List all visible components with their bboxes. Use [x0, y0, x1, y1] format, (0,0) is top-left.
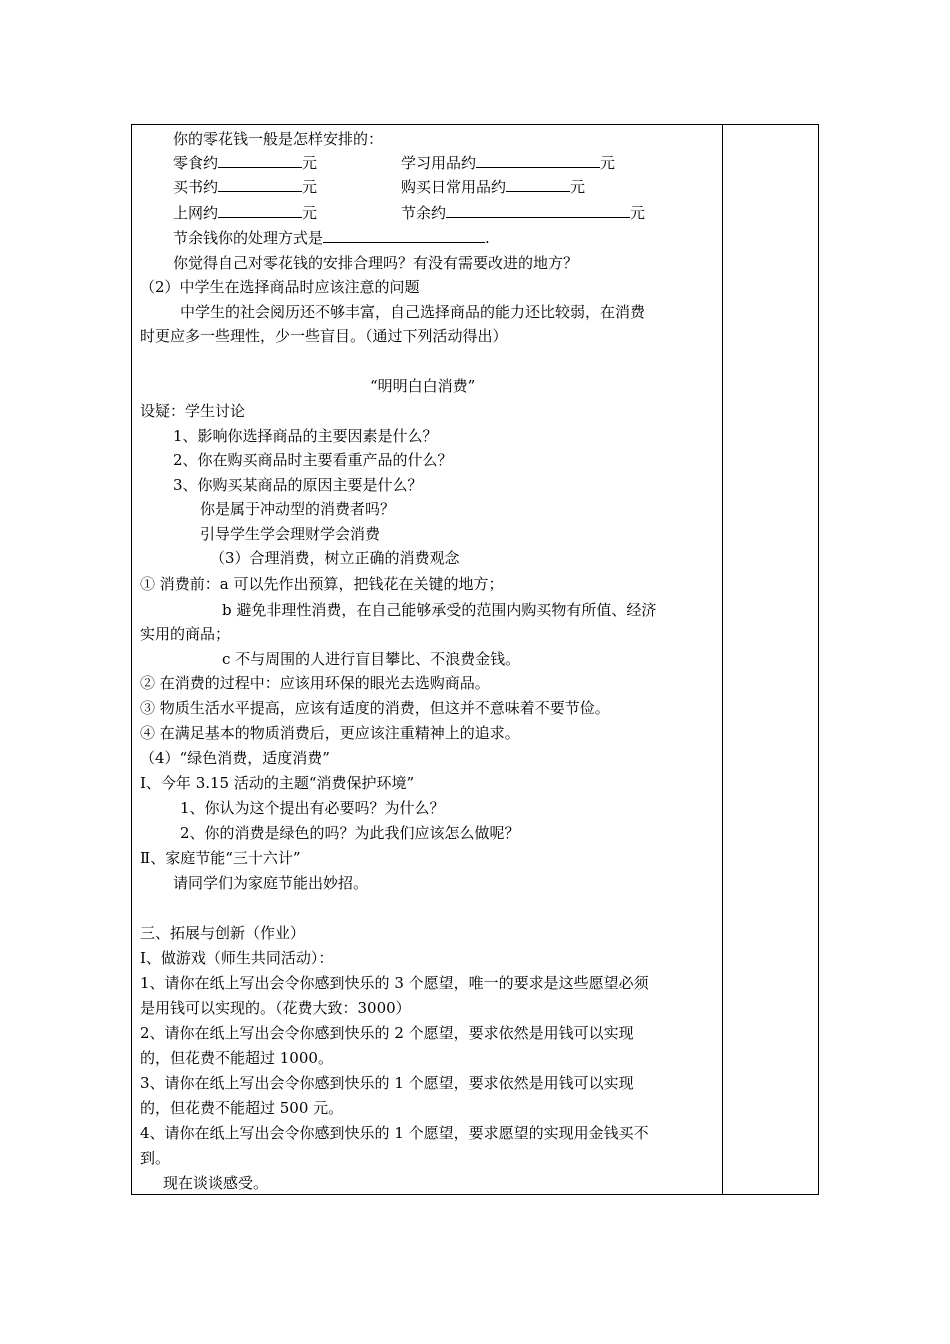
internet-line	[173, 201, 317, 225]
moderate-consumption: ③ 物质生活水平提高，应该有适度的消费，但这并不意味着不要节俭。	[140, 699, 610, 717]
savings-handling-line	[173, 226, 490, 250]
period-mark: .	[485, 229, 490, 247]
reflection-question: 你觉得自己对零花钱的安排合理吗？有没有需要改进的地方？	[173, 254, 579, 272]
section-4-item-2-text: 请同学们为家庭节能出妙招。	[173, 874, 369, 892]
wish-3-line-2: 的，但花费不能超过 500 元。	[140, 1099, 344, 1117]
savings-blank	[446, 201, 630, 218]
section-4-item-1-question-2: 2、你的消费是绿色的吗？为此我们应该怎么做呢？	[180, 824, 520, 842]
wish-4-line-1: 4、请你在纸上写出会令你感到快乐的 1 个愿望，要求愿望的实现用金钱买不	[140, 1124, 649, 1142]
section-4-item-1: Ⅰ、今年 3.15 活动的主题“消费保护环境”	[140, 774, 415, 792]
books-line	[173, 175, 317, 199]
unit-label: 元	[302, 204, 318, 222]
during-consumption: ② 在消费的过程中：应该用环保的眼光去选购商品。	[140, 674, 490, 692]
before-consumption-b-line-2: 实用的商品；	[140, 625, 231, 643]
table-column-divider	[722, 124, 723, 1195]
section-3-heading: （3）合理消费，树立正确的消费观念	[210, 549, 460, 567]
internet-label: 上网约	[173, 204, 219, 222]
savings-handling-blank	[323, 226, 485, 243]
books-label: 买书约	[173, 178, 219, 196]
discussion-question-1: 1、影响你选择商品的主要因素是什么？	[173, 427, 438, 445]
game-heading: Ⅰ、做游戏（师生共同活动）：	[140, 949, 334, 967]
supplies-blank	[476, 151, 600, 168]
wish-1-line-2: 是用钱可以实现的。（花费大致：3000）	[140, 999, 411, 1017]
section-4-item-2: Ⅱ、家庭节能“三十六计”	[140, 849, 301, 867]
wish-2-line-2: 的，但花费不能超过 1000。	[140, 1049, 333, 1067]
section-2-heading: （2）中学生在选择商品时应该注意的问题	[140, 278, 420, 296]
wish-3-line-1: 3、请你在纸上写出会令你感到快乐的 1 个愿望，要求依然是用钱可以实现	[140, 1074, 634, 1092]
daily-line	[401, 175, 585, 199]
unit-label: 元	[630, 204, 646, 222]
before-consumption-a: ① 消费前：a 可以先作出预算，把钱花在关键的地方；	[140, 575, 504, 593]
spiritual-pursuit: ④ 在满足基本的物质消费后，更应该注重精神上的追求。	[140, 724, 520, 742]
unit-label: 元	[570, 178, 586, 196]
before-consumption-c: c 不与周围的人进行盲目攀比、不浪费金钱。	[222, 650, 521, 668]
daily-blank	[506, 175, 570, 192]
internet-blank	[218, 201, 302, 218]
supplies-line	[401, 151, 615, 175]
discussion-label: 设疑：学生讨论	[140, 402, 246, 420]
snacks-blank	[218, 151, 302, 168]
books-blank	[218, 175, 302, 192]
savings-label: 节余约	[401, 204, 447, 222]
discussion-question-4: 你是属于冲动型的消费者吗？	[200, 500, 396, 518]
section-4-item-1-question-1: 1、你认为这个提出有必要吗？为什么？	[180, 799, 445, 817]
snacks-line	[173, 151, 317, 175]
discussion-question-2: 2、你在购买商品时主要看重产品的什么？	[173, 451, 453, 469]
wish-4-line-2: 到。	[140, 1149, 171, 1167]
closing-text: 现在谈谈感受。	[163, 1174, 269, 1192]
unit-label: 元	[302, 154, 318, 172]
savings-line	[401, 201, 645, 225]
extension-heading: 三、拓展与创新（作业）	[140, 924, 306, 942]
before-consumption-b-line-1: b 避免非理性消费，在自己能够承受的范围内购买物有所值、经济	[222, 601, 657, 619]
discussion-question-3: 3、你购买某商品的原因主要是什么？	[173, 476, 423, 494]
section-4-heading: （4）“绿色消费，适度消费”	[140, 749, 330, 767]
activity-title: “明明白白消费”	[370, 377, 476, 395]
wish-1-line-1: 1、请你在纸上写出会令你感到快乐的 3 个愿望，唯一的要求是这些愿望必须	[140, 974, 649, 992]
allocation-intro: 你的零花钱一般是怎样安排的：	[173, 130, 384, 148]
snacks-label: 零食约	[173, 154, 219, 172]
unit-label: 元	[302, 178, 318, 196]
unit-label: 元	[600, 154, 616, 172]
daily-label: 购买日常用品约	[401, 178, 507, 196]
section-2-paragraph-line-2: 时更应多一些理性，少一些盲目。（通过下列活动得出）	[140, 327, 508, 345]
savings-handling-label: 节余钱你的处理方式是	[173, 229, 324, 247]
supplies-label: 学习用品约	[401, 154, 477, 172]
guide-text: 引导学生学会理财学会消费	[200, 525, 381, 543]
section-2-paragraph-line-1: 中学生的社会阅历还不够丰富，自己选择商品的能力还比较弱，在消费	[180, 303, 646, 321]
wish-2-line-1: 2、请你在纸上写出会令你感到快乐的 2 个愿望，要求依然是用钱可以实现	[140, 1024, 634, 1042]
